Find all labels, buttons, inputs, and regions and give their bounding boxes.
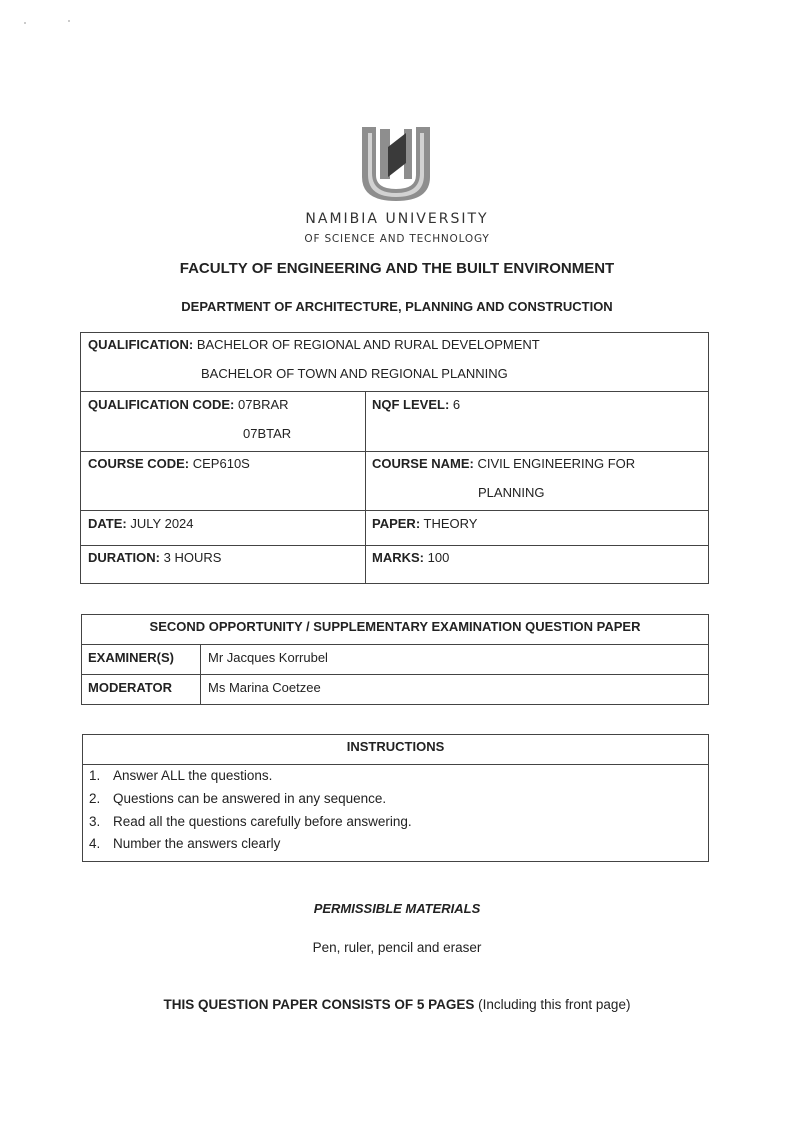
course-code-value: CEP610S: [192, 456, 250, 471]
page-count-bold: THIS QUESTION PAPER CONSISTS OF 5 PAGES: [163, 997, 475, 1012]
page-count-note: [0, 997, 794, 1012]
instruction-number: 4.: [89, 836, 101, 851]
course-code-row: [88, 456, 250, 471]
instruction-number: 1.: [89, 768, 101, 783]
course-name-row: [372, 456, 635, 471]
date-row: [88, 516, 194, 531]
duration-row: [88, 550, 221, 565]
marks-value: 100: [427, 550, 450, 565]
table-column-divider: [365, 391, 366, 584]
university-name: NAMIBIA UNIVERSITY: [305, 211, 489, 227]
permissible-materials-title: PERMISSIBLE MATERIALS: [313, 901, 481, 916]
department-title: DEPARTMENT OF ARCHITECTURE, PLANNING AND CONSTRUCTION: [181, 299, 613, 314]
paper-row: [372, 516, 477, 531]
instruction-number: 3.: [89, 814, 101, 829]
instruction-number: 2.: [89, 791, 101, 806]
instruction-text: Questions can be answered in any sequence.: [113, 791, 387, 806]
examiner-value: Mr Jacques Korrubel: [208, 650, 328, 665]
paper-label: PAPER:: [372, 516, 421, 531]
table-column-divider: [200, 644, 201, 705]
examiner-label: EXAMINER(S): [88, 650, 174, 665]
qualification-code-row: [88, 397, 289, 412]
permissible-materials-list: Pen, ruler, pencil and eraser: [312, 940, 482, 955]
qualification-code-label: QUALIFICATION CODE:: [88, 397, 235, 412]
table-divider: [80, 391, 709, 392]
instructions-header: INSTRUCTIONS: [346, 739, 445, 754]
university-subtitle: OF SCIENCE AND TECHNOLOGY: [304, 233, 490, 245]
table-divider: [81, 674, 709, 675]
qualification-row: [88, 337, 540, 352]
instruction-text: Number the answers clearly: [113, 836, 281, 851]
scan-speck: [24, 22, 26, 24]
moderator-value: Ms Marina Coetzee: [208, 680, 321, 695]
table-divider: [80, 545, 709, 546]
date-label: DATE:: [88, 516, 127, 531]
course-name-label: COURSE NAME:: [372, 456, 474, 471]
table-divider: [80, 451, 709, 452]
paper-value: THEORY: [423, 516, 478, 531]
qualification-label: QUALIFICATION:: [88, 337, 194, 352]
duration-value: 3 HOURS: [163, 550, 222, 565]
page-count-paren: (Including this front page): [478, 997, 631, 1012]
instruction-item: [89, 768, 272, 783]
scan-speck: [68, 20, 70, 22]
nqf-label: NQF LEVEL:: [372, 397, 450, 412]
marks-row: [372, 550, 449, 565]
qualification-code-2: 07BTAR: [243, 426, 292, 441]
table-divider: [80, 510, 709, 511]
instruction-item: [89, 814, 412, 829]
course-name-1: CIVIL ENGINEERING FOR: [477, 456, 636, 471]
duration-label: DURATION:: [88, 550, 160, 565]
instruction-item: [89, 836, 280, 851]
course-code-label: COURSE CODE:: [88, 456, 190, 471]
moderator-label: MODERATOR: [88, 680, 173, 695]
nqf-value: 6: [452, 397, 461, 412]
instruction-item: [89, 791, 386, 806]
qualification-value-2: BACHELOR OF TOWN AND REGIONAL PLANNING: [201, 366, 508, 381]
qualification-value-1: BACHELOR OF REGIONAL AND RURAL DEVELOPMENT: [196, 337, 540, 352]
course-name-2: PLANNING: [478, 485, 545, 500]
marks-label: MARKS:: [372, 550, 424, 565]
exam-type-header: SECOND OPPORTUNITY / SUPPLEMENTARY EXAMINATION QUESTION PAPER: [149, 619, 641, 634]
table-divider: [81, 644, 709, 645]
instruction-text: Read all the questions carefully before answering.: [113, 814, 412, 829]
instruction-text: Answer ALL the questions.: [113, 768, 273, 783]
date-value: JULY 2024: [130, 516, 194, 531]
qualification-code-1: 07BRAR: [237, 397, 289, 412]
table-divider: [82, 764, 709, 765]
nqf-row: [372, 397, 460, 412]
faculty-title: FACULTY OF ENGINEERING AND THE BUILT ENVIRONMENT: [179, 260, 615, 277]
university-logo: [358, 123, 434, 203]
